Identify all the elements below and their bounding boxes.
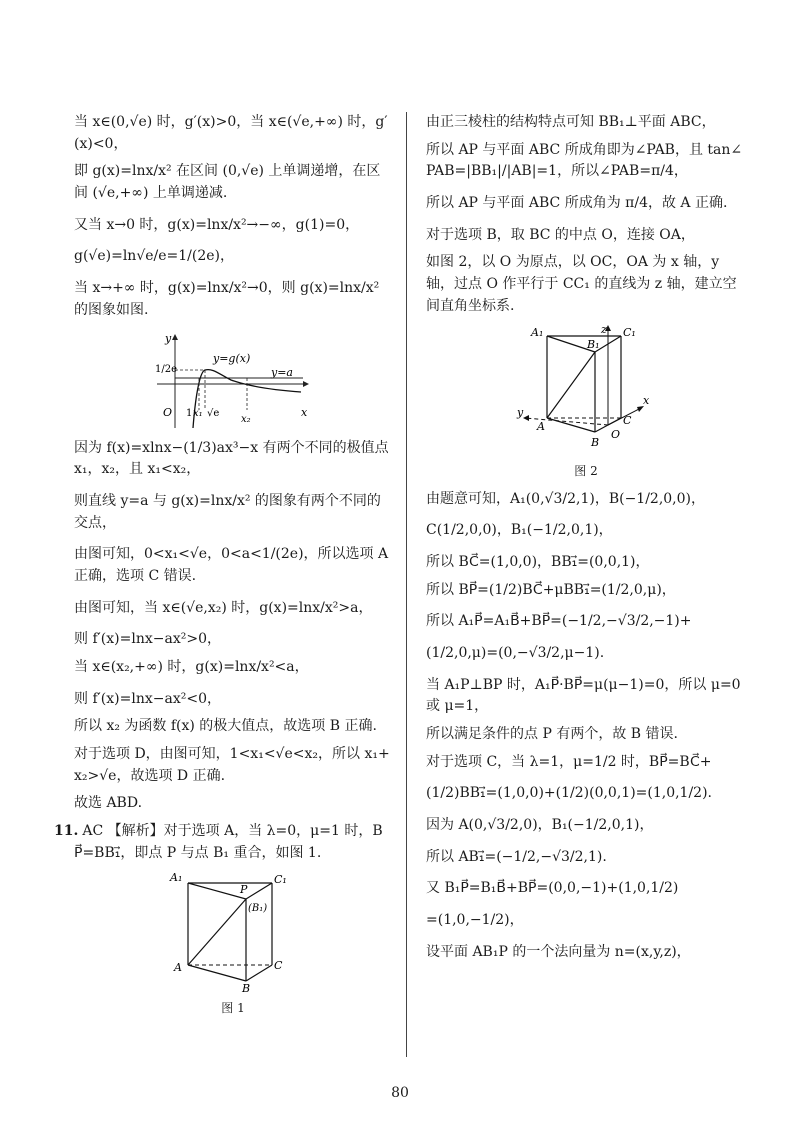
graph-origin-label: O — [163, 405, 173, 419]
graph-x-label: x — [301, 405, 308, 419]
column-divider — [406, 112, 407, 1057]
text-line: 当 A₁P⊥BP 时，A₁P⃗·BP⃗=μ(μ−1)=0，所以 μ=0 或 μ=1， — [426, 676, 741, 715]
page-number: 80 — [391, 1085, 409, 1101]
graph-curve-label: y=g(x) — [213, 351, 251, 365]
text-line: 又 B₁P⃗=B₁B⃗+BP⃗=(0,0,−1)+(1,0,1/2) — [426, 880, 679, 897]
text-line: 由图可知，当 x∈(√e,x₂) 时，g(x)=lnx/x²>a， — [74, 599, 373, 616]
fig2-label-b: B — [591, 435, 600, 449]
text-line: 则直线 y=a 与 g(x)=lnx/x² 的图象有两个不同的交点， — [74, 492, 381, 531]
text-line: 所以 A₁P⃗=A₁B⃗+BP⃗=(−1/2,−√3/2,−1)+ — [426, 613, 692, 630]
text-line: 所以 x₂ 为函数 f(x) 的极大值点，故选项 B 正确. — [74, 718, 377, 735]
text-line: 如图 2，以 O 为原点，以 OC，OA 为 x 轴，y 轴，过点 O 作平行于 CC₁ 的直线为 z 轴，建立空间直角坐标系. — [426, 254, 737, 314]
text-line: 所以 AP 与平面 ABC 所成角即为∠PAB，且 tan∠PAB=|BB₁|/|AB|=1，所以∠PAB=π/4， — [426, 141, 743, 180]
text-line: 因为 A(0,√3/2,0)，B₁(−1/2,0,1)， — [426, 817, 654, 834]
text-line: 由正三棱柱的结构特点可知 BB₁⊥平面 ABC， — [426, 114, 716, 130]
fig1-label-a1: A₁ — [170, 870, 183, 884]
text-line: 当 x∈(x₂,+∞) 时，g(x)=lnx/x²<a， — [74, 659, 309, 675]
text-line: 对于选项 B，取 BC 的中点 O，连接 OA， — [426, 226, 695, 243]
text-line: 当 x→+∞ 时，g(x)=lnx/x²→0，则 g(x)=lnx/x² 的图象如图. — [74, 280, 380, 318]
text-line: C(1/2,0,0)，B₁(−1/2,0,1)， — [426, 522, 613, 539]
fig2-label-y: y — [517, 405, 524, 419]
fig1-label-b: B — [242, 981, 251, 993]
question-number: 11. — [54, 823, 79, 840]
fig1-label-b1: (B₁) — [248, 902, 268, 914]
text-line: 所以满足条件的点 P 有两个，故 B 错误. — [426, 726, 678, 742]
text-line: 因为 f(x)=xlnx−(1/3)ax³−x 有两个不同的极值点 x₁，x₂，且 x₁<x₂， — [74, 439, 389, 478]
fig2-label-a: A — [537, 419, 545, 433]
figure-2-caption: 图 2 — [574, 463, 598, 478]
figure-1-prism — [168, 871, 298, 993]
fig2-label-b1: B₁ — [587, 337, 600, 351]
question-11-text: AC 【解析】对于选项 A，当 λ=0，μ=1 时，BP⃗=BB₁⃗，即点 P 与点 B₁ 重合，如图 1. — [74, 823, 383, 861]
figure-2-prism-coordinates — [511, 324, 661, 456]
text-line: (1/2)BB₁⃗=(1,0,0)+(1/2)(0,0,1)=(1,0,1/2). — [426, 785, 713, 802]
fig2-label-z: z — [601, 323, 607, 336]
text-line: 设平面 AB₁P 的一个法向量为 n=(x,y,z)， — [426, 943, 691, 960]
text-line: 则 f′(x)=lnx−ax²>0， — [74, 631, 221, 648]
fig1-label-c1: C₁ — [274, 872, 287, 886]
fig2-label-c1: C₁ — [623, 325, 636, 339]
graph-tick-sqrt-e: √e — [207, 407, 220, 419]
fig1-label-a: A — [174, 960, 182, 974]
text-line: 由题意可知，A₁(0,√3/2,1)，B(−1/2,0,0)， — [426, 490, 706, 507]
text-line: 所以 BC⃗=(1,0,0)，BB₁⃗=(0,0,1)， — [426, 553, 650, 570]
text-line: (1/2,0,μ)=(0,−√3/2,μ−1). — [426, 644, 605, 661]
text-line: 又当 x→0 时，g(x)=lnx/x²→−∞，g(1)=0， — [74, 216, 360, 233]
text-line: 故选 ABD. — [74, 795, 143, 812]
text-line: 对于选项 C，当 λ=1，μ=1/2 时，BP⃗=BC⃗+ — [426, 753, 712, 770]
text-line: 当 x∈(0,√e) 时，g′(x)>0，当 x∈(√e,+∞) 时，g′(x)<0， — [74, 114, 388, 152]
fig2-label-a1: A₁ — [531, 325, 544, 339]
graph-y-label: y — [165, 331, 172, 345]
text-line: 即 g(x)=lnx/x² 在区间 (0,√e) 上单调递增，在区间 (√e,+∞) 上单调递减. — [74, 163, 381, 202]
graph-y-tick-label: 1/2e — [155, 363, 178, 375]
text-line: 所以 BP⃗=(1/2)BC⃗+μBB₁⃗=(1/2,0,μ)， — [426, 581, 676, 598]
text-line: 对于选项 D，由图可知，1<x₁<√e<x₂，所以 x₁+x₂>√e，故选项 D 正确. — [74, 746, 390, 784]
text-line: =(1,0,−1/2)， — [426, 912, 524, 929]
graph-tick-x1: x₁ — [193, 407, 203, 419]
text-line: 所以 AB₁⃗=(−1/2,−√3/2,1). — [426, 848, 607, 865]
figure-1-caption: 图 1 — [221, 1000, 245, 1015]
text-line: 则 f′(x)=lnx−ax²<0， — [74, 690, 221, 707]
graph-tick-x2: x₂ — [241, 413, 251, 425]
left-column — [54, 112, 392, 1026]
fig1-label-c: C — [274, 958, 283, 972]
fig2-label-c: C — [623, 413, 632, 427]
graph-line-label: y=a — [271, 365, 293, 379]
fig2-label-x: x — [643, 393, 650, 407]
question-11 — [54, 821, 392, 864]
fig2-label-o: O — [611, 427, 621, 441]
function-graph — [153, 332, 313, 432]
text-line: 所以 AP 与平面 ABC 所成角为 π/4，故 A 正确. — [426, 195, 728, 212]
right-column — [426, 112, 746, 970]
text-line: g(√e)=ln√e/e=1/(2e)， — [74, 248, 234, 265]
text-line: 由图可知，0<x₁<√e，0<a<1/(2e)，所以选项 A 正确，选项 C 错误. — [74, 546, 389, 584]
fig1-label-p: P — [240, 882, 248, 896]
graph-tick-1: 1 — [186, 407, 193, 419]
